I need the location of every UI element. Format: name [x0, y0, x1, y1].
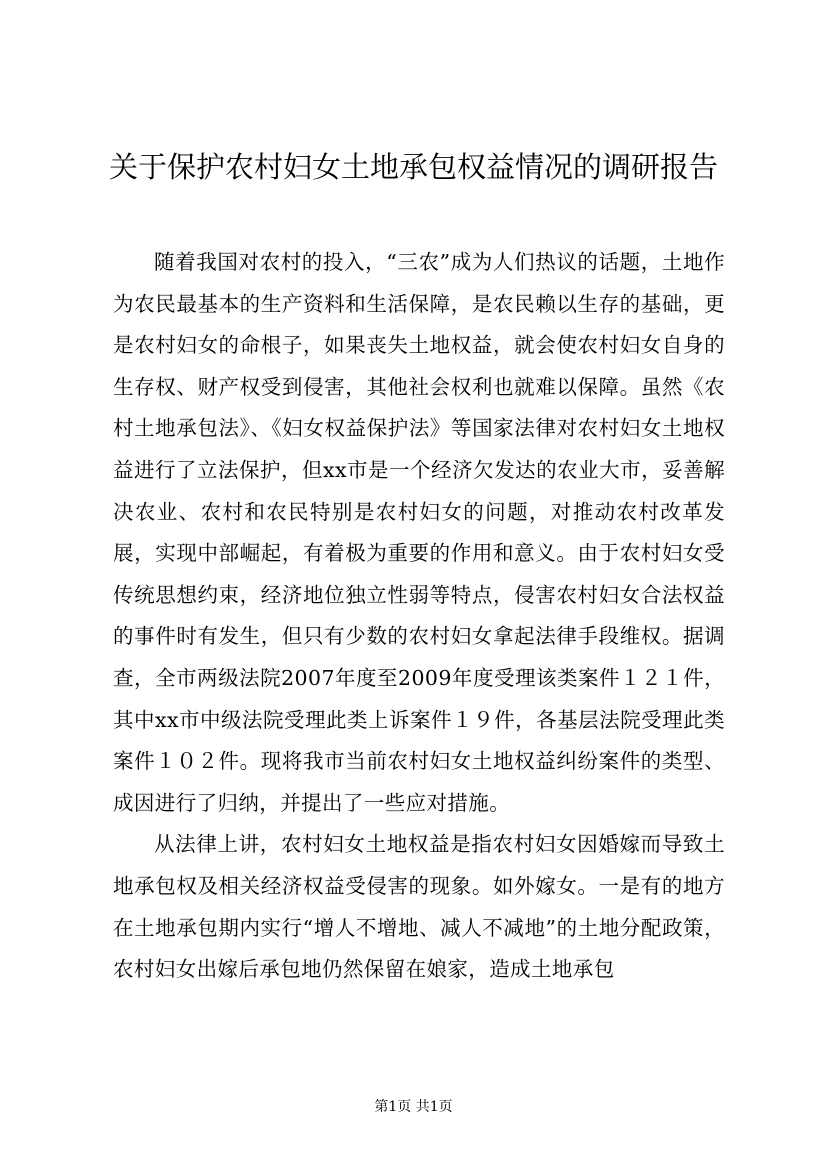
paragraph-1: 随着我国对农村的投入，“三农”成为人们热议的话题，土地作为农民最基本的生产资料和生活保障，是农民赖以生存的基础，更是农村妇女的命根子，如果丧失土地权益，就会使农村妇女自身的生存权、财产权受到侵害，其他社会权利也就难以保障。虽然《农村土地承包法》、《妇女权益保护法》等国家法律对农村妇女土地权益进行了立法保护，但xx市是一个经济欠发达的农业大市，妥善解决农业、农村和农民特别是农村妇女的问题，对推动农村改革发展，实现中部崛起，有着极为重要的作用和意义。由于农村妇女受传统思想约束，经济地位独立性弱等特点，侵害农村妇女合法权益的事件时有发生，但只有少数的农村妇女拿起法律手段维权。据调查，全市两级法院2007年度至2009年度受理该类案件１２１件，其中xx市中级法院受理此类上诉案件１９件，各基层法院受理此类案件１０２件。现将我市当前农村妇女土地权益纠纷案件的类型、成因进行了归纳，并提出了一些应对措施。 — [113, 250, 725, 815]
document-body — [113, 242, 725, 991]
document-title: 关于保护农村妇女土地承包权益情况的调研报告 — [108, 150, 718, 184]
page-footer: 第1页 共1页 — [374, 1099, 453, 1115]
paragraph-2: 从法律上讲，农村妇女土地权益是指农村妇女因婚嫁而导致土地承包权及相关经济权益受侵害的现象。如外嫁女。一是有的地方在土地承包期内实行“增人不增地、减人不减地”的土地分配政策，农村妇女出嫁后承包地仍然保留在娘家，造成土地承包 — [113, 832, 725, 982]
